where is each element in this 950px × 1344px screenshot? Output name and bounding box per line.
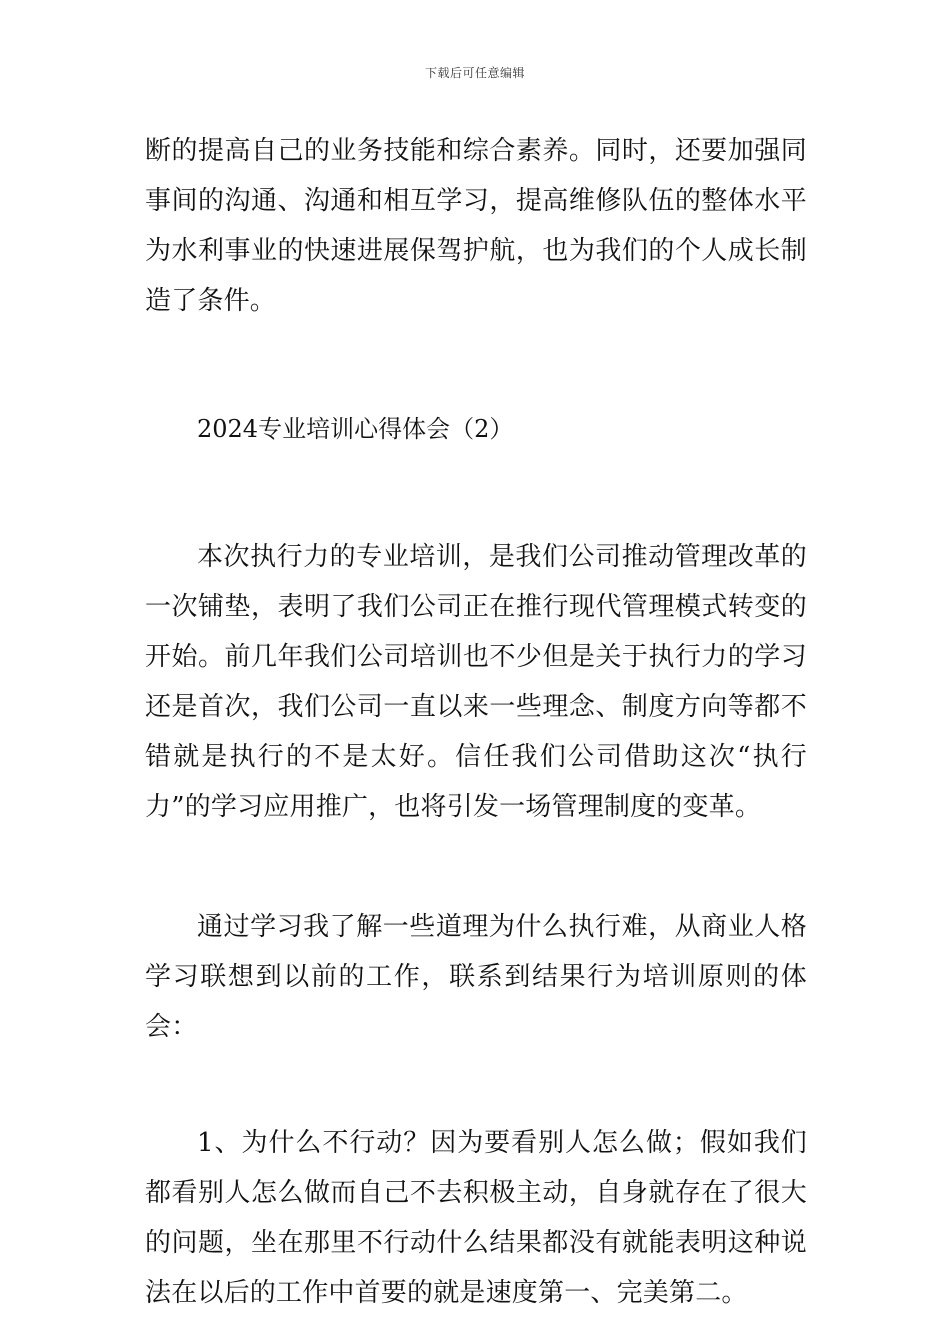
document-body (145, 126, 807, 1318)
paragraph-point-1: 1、为什么不行动？因为要看别人怎么做；假如我们都看别人怎么做而自己不去积极主动，自身就存在了很大的问题，坐在那里不行动什么结果都没有就能表明这种说法在以后的工作中首要的就是速度第一、完美第二。 (145, 1128, 807, 1308)
paragraph-gap (145, 326, 807, 404)
paragraph-intro: 本次执行力的专业培训，是我们公司推动管理改革的一次铺垫，表明了我们公司正在推行现代管理模式转变的开始。前几年我们公司培训也不少但是关于执行力的学习还是首次，我们公司一直以来一些理念、制度方向等都不错就是执行的不是太好。信任我们公司借助这次“执行力”的学习应用推广，也将引发一场管理制度的变革。 (145, 542, 807, 822)
paragraph-learning: 通过学习我了解一些道理为什么执行难，从商业人格学习联想到以前的工作，联系到结果行为培训原则的体会： (145, 912, 807, 1042)
paragraph-gap (145, 832, 807, 902)
page-header-note: 下载后可任意编辑 (424, 66, 525, 80)
section-heading: 2024专业培训心得体会（2） (197, 415, 514, 443)
paragraph-gap (145, 454, 807, 532)
paragraph-continuation: 断的提高自己的业务技能和综合素养。同时，还要加强同事间的沟通、沟通和相互学习，提高维修队伍的整体水平为水利事业的快速进展保驾护航，也为我们的个人成长制造了条件。 (145, 136, 807, 316)
paragraph-gap (145, 1052, 807, 1118)
